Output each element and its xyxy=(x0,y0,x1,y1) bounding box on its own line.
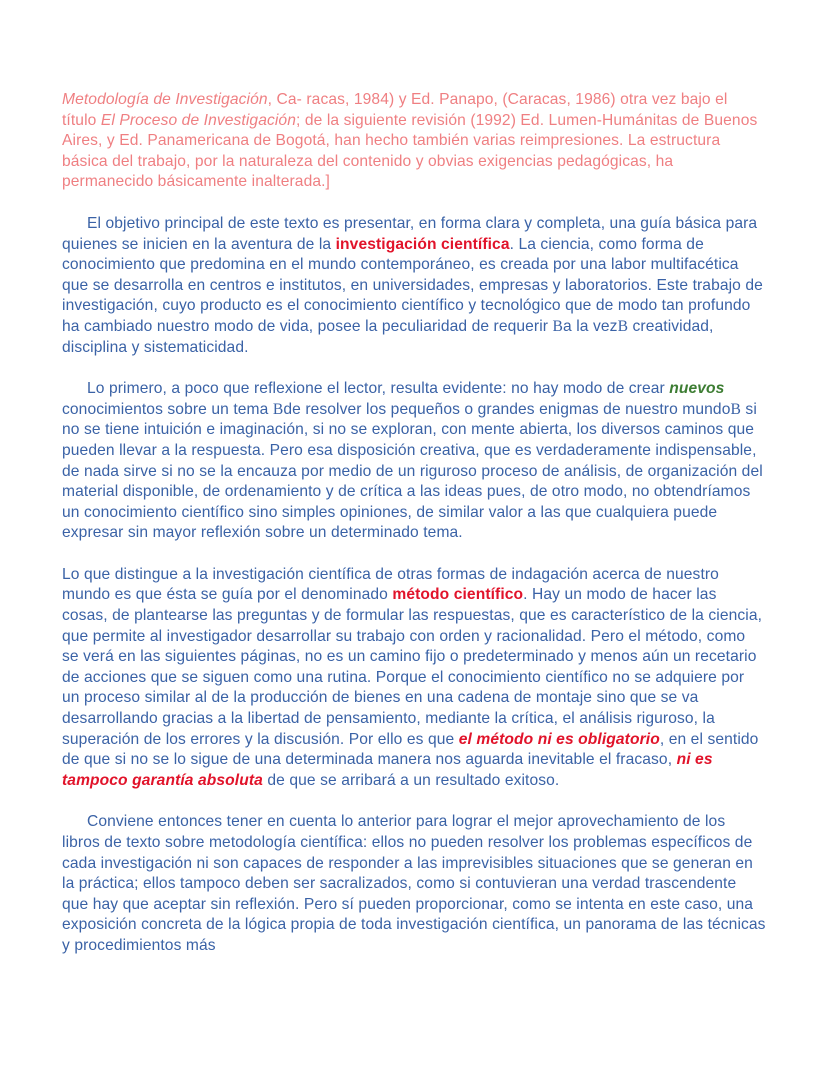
text-run: B xyxy=(617,317,629,335)
text-run: Lo primero, a poco que reflexione el lector, resulta evidente: no hay modo de crear xyxy=(87,380,670,398)
text-run: El Proceso de Investigación xyxy=(100,111,296,129)
text-run: de resolver los pequeños o grandes enigmas de nuestro mundo xyxy=(283,400,731,418)
text-run: B xyxy=(730,400,741,418)
text-run: . Hay un modo de hacer las cosas, de plantearse las preguntas y de formular las respuestas, que es característico de la ciencia, que permite al investigador desarrollar su trabajo con orden y racionalidad. Pero el método, como se verá en las siguientes páginas, no es un camino fijo o predeterminado y menos aún un recetario de acciones que se siguen como una rutina. Porque el conocimiento científico no se adquiere por un proceso similar al de la producción de bienes en una cadena de montaje sino que se va desarrollando gracias a la libertad de pensamiento, mediante la crítica, el análisis riguroso, la superación de los errores y la discusión. Por ello es que xyxy=(62,586,763,748)
text-run: si no se tiene intuición e imaginación, si no se exploran, con mente abierta, los diversos caminos que pueden llevar a la respuesta. Pero esa disposición creativa, que es verdaderamente indispensable, de nada sirve si no se la encauza por medio de un riguroso proceso de análisis, de organización del material disponible, de ordenamiento y de crítica a las ideas pues, de otro modo, no obtendríamos un conocimiento científico sino simples opiniones, de similar valor a las que cualquiera puede expresar sin mayor reflexión sobre un determinado tema. xyxy=(62,400,763,542)
text-run: el método ni es obligatorio xyxy=(458,730,660,748)
paragraph-1 xyxy=(62,90,766,193)
paragraph-5 xyxy=(62,812,766,956)
text-run: a la vez xyxy=(563,317,618,335)
text-run: método científico xyxy=(392,586,524,604)
text-run: de que se arribará a un resultado exitoso. xyxy=(262,771,560,789)
text-run: , en el sentido de que si no se lo sigue de una determinada manera nos aguarda inevitable el fracaso, xyxy=(62,730,759,769)
text-run: ; de la siguiente revisión (1992) Ed. Lumen-Humánitas de Buenos Aires, y Ed. Panamericana de Bogotá, han hecho también varias reimpresiones. La estructura básica del trabajo, por la naturaleza del contenido y obvias exigencias pedagógicas, ha permanecido básicamente inalterada.] xyxy=(62,111,758,191)
text-run: nuevos xyxy=(669,380,725,398)
text-run: B xyxy=(272,400,284,418)
text-run: Lo que distingue a la investigación científica de otras formas de indagación acerca de nuestro mundo es que ésta se guía por el denominado xyxy=(62,565,719,604)
text-run: . La ciencia, como forma de conocimiento que predomina en el mundo contemporáneo, es creada por una labor multifacética que se desarrolla en centros e institutos, en universidades, empresas y laboratorios. Este trabajo de investigación, cuyo producto es el conocimiento científico y tecnológico que de modo tan profundo ha cambiado nuestro modo de vida, posee la peculiaridad de requerir xyxy=(62,235,763,335)
text-run: B xyxy=(552,317,564,335)
text-run: conocimientos sobre un tema xyxy=(62,400,273,418)
text-run: Metodología de Investigación xyxy=(62,91,268,108)
text-run: creatividad, disciplina y sistematicidad. xyxy=(62,317,714,356)
text-run: El objetivo principal de este texto es presentar, en forma clara y completa, una guía básica para quienes se inicien en la aventura de la xyxy=(62,214,758,253)
paragraph-4 xyxy=(62,565,766,792)
document-body xyxy=(62,90,766,978)
paragraph-3 xyxy=(62,379,766,544)
text-run: investigación científica xyxy=(335,235,510,253)
paragraph-2 xyxy=(62,214,766,358)
text-run: , Ca- racas, 1984) y Ed. Panapo, (Caracas, 1986) otra vez bajo el título xyxy=(62,91,728,129)
text-run: Conviene entonces tener en cuenta lo anterior para lograr el mejor aprovechamiento de los libros de texto sobre metodología científica: ellos no pueden resolver los problemas específicos de cada investigación ni son capaces de responder a las imprevisibles situaciones que se generan en la práctica; ellos tampoco deben ser sacralizados, como si contuvieran una verdad trascendente que hay que aceptar sin reflexión. Pero sí pueden proporcionar, como se intenta en este caso, una exposición concreta de la lógica propia de toda investigación científica, un panorama de las técnicas y procedimientos más xyxy=(62,813,766,954)
text-run: ni es tampoco garantía absoluta xyxy=(62,751,713,789)
